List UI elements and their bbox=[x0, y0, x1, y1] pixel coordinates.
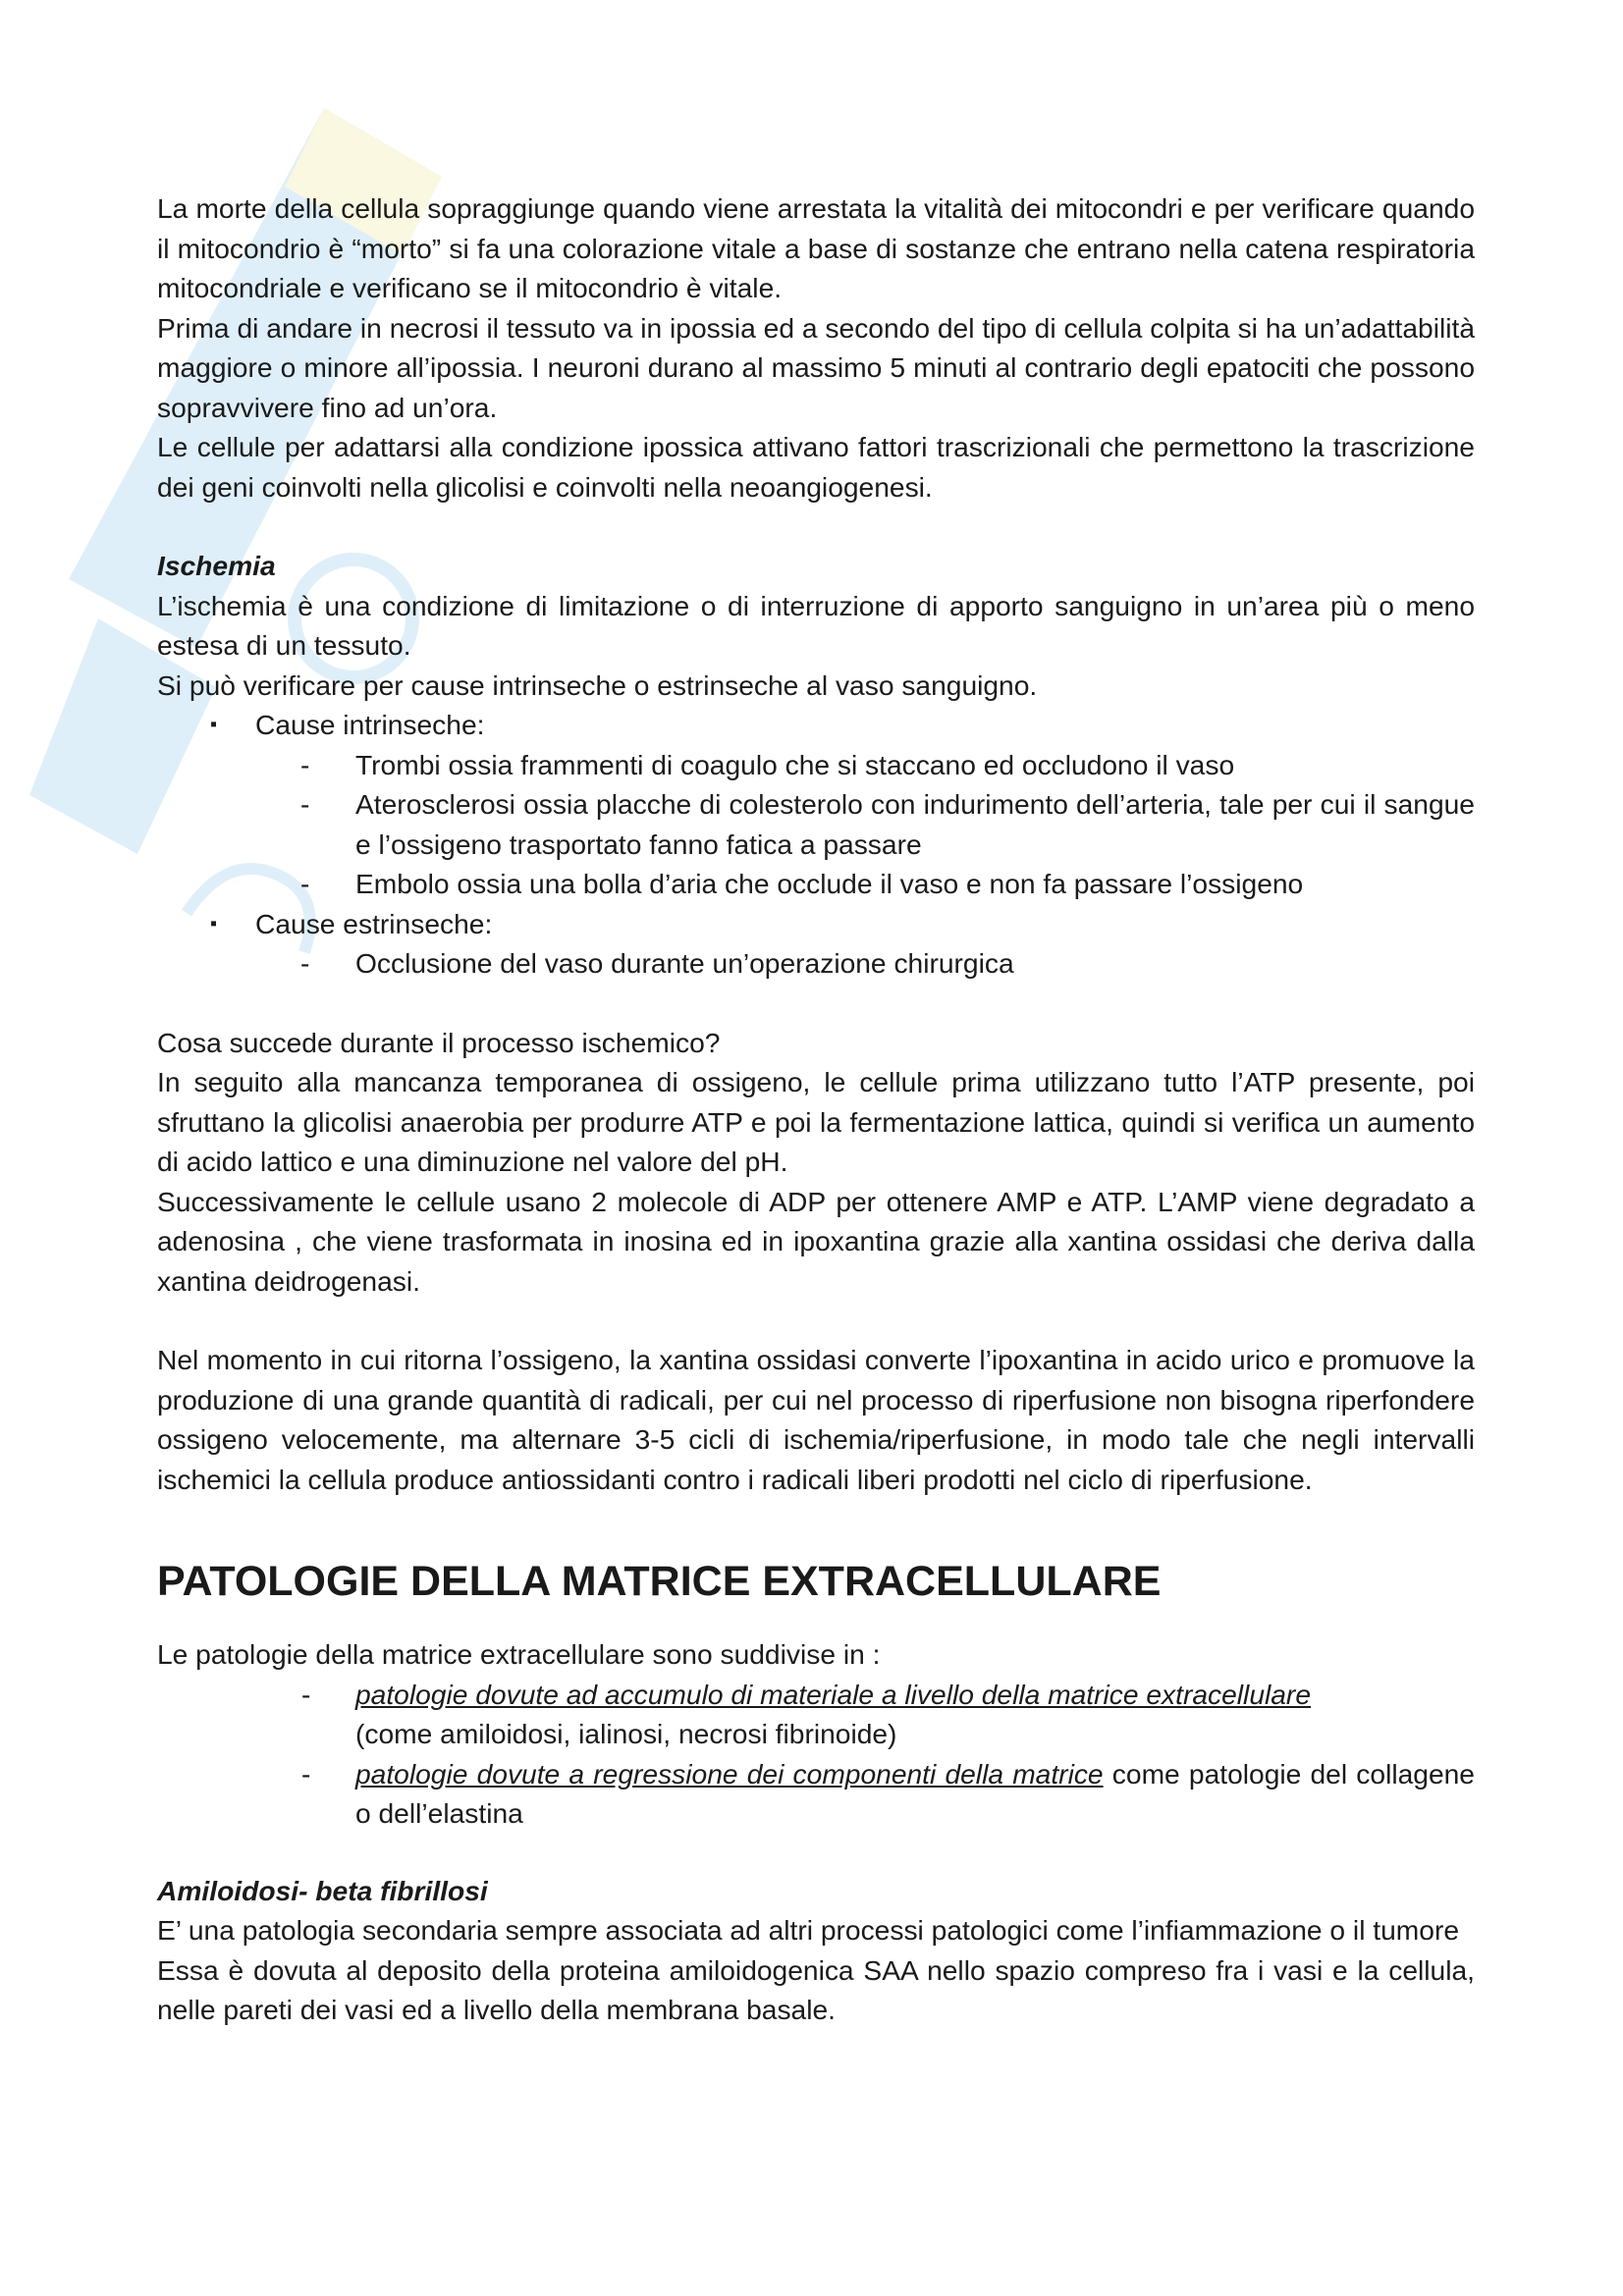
paragraph-reperfusion: Nel momento in cui ritorna l’ossigeno, la xantina ossidasi converte l’ipoxantina in acido urico e promuove la produzione di una grande quantità di radicali, per cui nel processo di riperfusione non bisogna riperfondere ossigeno velocemente, ma alternare 3-5 cicli di ischemia/riperfusione, in modo tale che negli intervalli ischemici la cellula produce antiossidanti contro i radicali liberi prodotti nel ciclo di riperfusione. bbox=[157, 1344, 1475, 1495]
dash-icon: - bbox=[300, 748, 310, 780]
bullet-square-icon: ▪ bbox=[210, 912, 218, 934]
paragraph-amp: Successivamente le cellule usano 2 molecole di ADP per ottenere AMP e ATP. L’AMP viene degradato a adenosina , che viene trasformata in inosina ed in ipoxantina grazie alla xantina ossidasi che deriva dalla xantina deidrogenasi. bbox=[157, 1185, 1475, 1297]
list-item bbox=[157, 1754, 1475, 1834]
causes-list bbox=[157, 705, 1475, 984]
pathology-regression: patologie dovute a regressione dei componenti della matrice bbox=[355, 1757, 1104, 1789]
list-item: - Aterosclerosi ossia placche di colesterolo con indurimento dell’arteria, tale per cui il sangue e l’ossigeno trasportato fanno fatica a passare bbox=[255, 784, 1475, 864]
ischemia-causes-intro: Si può verificare per cause intrinseche o estrinseche al vaso sanguigno. bbox=[157, 668, 1038, 701]
paragraph-mitochondria: La morte della cellula sopraggiunge quando viene arrestata la vitalità dei mitocondri e per verificare quando il mitocondrio è “morto” si fa una colorazione vitale a base di sostanze che entrano nella catena respiratoria mitocondriale e verificano se il mitocondrio è vitale. bbox=[157, 192, 1475, 303]
dash-icon: - bbox=[300, 947, 310, 979]
extrinsic-label: Cause estrinseche: bbox=[255, 907, 493, 939]
dash-icon: - bbox=[301, 1678, 311, 1710]
list-item bbox=[157, 705, 1475, 904]
paragraph-hypoxia: Prima di andare in necrosi il tessuto va in ipossia ed a secondo del tipo di cellula colpita si ha un’adattabilità maggiore o minore all’ipossia. I neuroni durano al massimo 5 minuti al contrario degli epatociti che possono sopravvivere fino ad un’ora. bbox=[157, 311, 1475, 423]
dash-icon: - bbox=[300, 868, 310, 899]
pathology-accumulation-examples: (come amiloidosi, ialinosi, necrosi fibrinoide) bbox=[355, 1718, 897, 1749]
intrinsic-label: Cause intrinseche: bbox=[255, 709, 485, 740]
ischemia-question: Cosa succede durante il processo ischemico? bbox=[157, 1026, 721, 1058]
extrinsic-list bbox=[255, 943, 1475, 984]
list-item: - Occlusione del vaso durante un’operazione chirurgica bbox=[255, 943, 1475, 984]
section-title: PATOLOGIE DELLA MATRICE EXTRACELLULARE bbox=[157, 1558, 1162, 1605]
intrinsic-list bbox=[255, 745, 1475, 904]
paragraph-adaptation: Le cellule per adattarsi alla condizione ipossica attivano fattori trascrizionali che permettono la trascrizione dei geni coinvolti nella glicolisi e coinvolti nella neoangiogenesi. bbox=[157, 431, 1475, 503]
ischemia-heading: Ischemia bbox=[157, 550, 276, 581]
pathology-accumulation: patologie dovute ad accumulo di materiale a livello della matrice extracellulare bbox=[355, 1678, 1311, 1710]
dash-icon: - bbox=[300, 788, 310, 820]
list-item bbox=[157, 1675, 1475, 1754]
pathology-list bbox=[157, 1675, 1475, 1834]
pathology-regression-examples: come patologie del collagene o dell’elastina bbox=[355, 1757, 1475, 1829]
amiloidosi-paragraph-2: Essa è dovuta al deposito della proteina amiloidogenica SAA nello spazio compreso fra i vasi e la cellula, nelle pareti dei vasi ed a livello della membrana basale. bbox=[157, 1953, 1475, 2025]
document-page bbox=[157, 188, 1475, 2030]
dash-icon: - bbox=[301, 1757, 311, 1789]
amiloidosi-paragraph-1: E’ una patologia secondaria sempre associata ad altri processi patologici come l’infiammazione o il tumore bbox=[157, 1914, 1460, 1946]
amiloidosi-heading: Amiloidosi- beta fibrillosi bbox=[157, 1874, 488, 1906]
section-intro: Le patologie della matrice extracellulare sono suddivise in : bbox=[157, 1638, 881, 1670]
ischemia-definition: L’ischemia è una condizione di limitazione o di interruzione di apporto sanguigno in un’area più o meno estesa di un tessuto. bbox=[157, 589, 1475, 661]
list-item: - Trombi ossia frammenti di coagulo che si staccano ed occludono il vaso bbox=[255, 745, 1475, 785]
paragraph-atp: In seguito alla mancanza temporanea di ossigeno, le cellule prima utilizzano tutto l’ATP presente, poi sfruttano la glicolisi anaerobia per produrre ATP e poi la fermentazione lattica, quindi si verifica un aumento di acido lattico e una diminuzione nel valore del pH. bbox=[157, 1066, 1475, 1177]
bullet-square-icon: ▪ bbox=[210, 714, 218, 735]
list-item bbox=[157, 904, 1475, 984]
list-item: - Embolo ossia una bolla d’aria che occlude il vaso e non fa passare l’ossigeno bbox=[255, 864, 1475, 904]
